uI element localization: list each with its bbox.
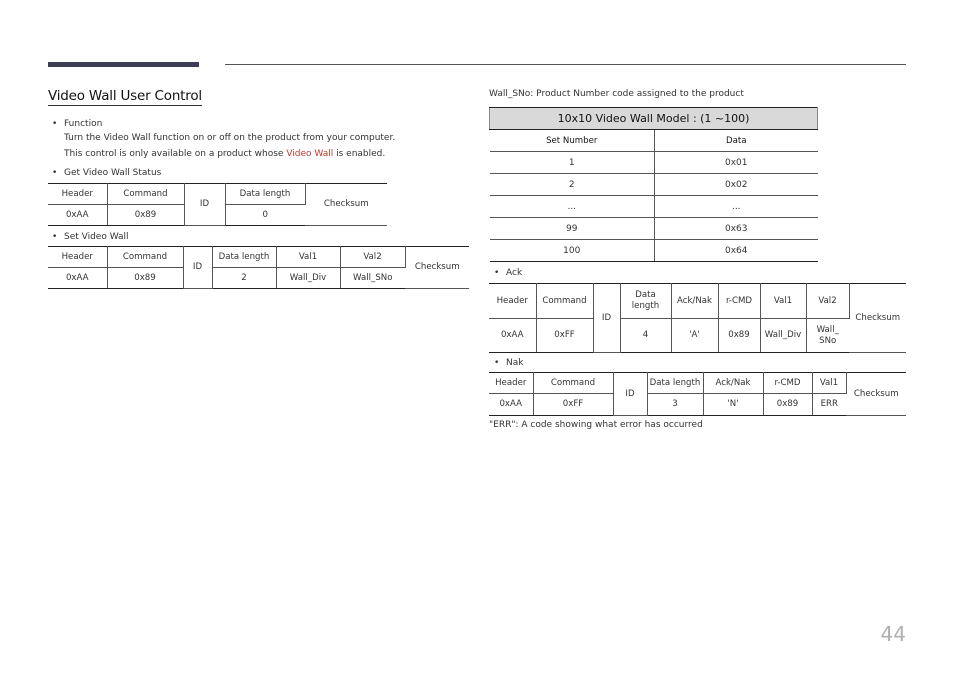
- header-cell: ID: [613, 373, 647, 416]
- value-cell: 'A': [671, 319, 718, 353]
- header-cell: Checksum: [849, 284, 906, 353]
- wall-sno-note: Wall_SNo: Product Number code assigned to the product: [489, 89, 744, 99]
- header-cell: ID: [593, 284, 620, 353]
- value-cell: 4: [620, 319, 671, 353]
- set-number-cell: 100: [490, 240, 655, 262]
- header-cell: Command: [107, 184, 184, 205]
- header-cell: Data length: [620, 284, 671, 319]
- value-cell: 0xAA: [489, 319, 536, 353]
- value-cell: Wall_SNo: [340, 268, 405, 289]
- function-note-post: is enabled.: [333, 149, 386, 159]
- header-cell: ID: [184, 184, 225, 226]
- header-cell: Ack/Nak: [703, 373, 763, 394]
- table-row: [490, 174, 818, 196]
- header-rule-thin: [225, 64, 906, 65]
- value-cell: 'N': [703, 394, 763, 416]
- ack-bullet: • Ack: [506, 268, 522, 278]
- value-cell: Wall_Div: [760, 319, 806, 353]
- header-cell: Val2: [340, 247, 405, 268]
- header-cell: Val1: [276, 247, 340, 268]
- header-cell: r-CMD: [718, 284, 760, 319]
- value-cell: 0xFF: [533, 394, 613, 416]
- function-note: [64, 149, 385, 159]
- data-cell: 0x01: [655, 152, 818, 174]
- set-wall-table: [48, 246, 469, 289]
- table-row: [489, 284, 906, 319]
- value-cell: Wall_ SNo: [806, 319, 849, 353]
- header-cell: Data length: [212, 247, 276, 268]
- set-number-cell: 2: [490, 174, 655, 196]
- header-cell: Data length: [647, 373, 703, 394]
- header-cell: Val1: [812, 373, 846, 394]
- value-cell: 0x89: [107, 268, 183, 289]
- header-cell: Checksum: [846, 373, 906, 416]
- header-cell: Header: [48, 184, 107, 205]
- get-status-table: [48, 183, 387, 226]
- model-table: [489, 107, 818, 262]
- data-cell: ...: [655, 196, 818, 218]
- header-cell: Val2: [806, 284, 849, 319]
- value-cell: 0x89: [107, 205, 184, 226]
- table-row: [489, 319, 906, 353]
- header-cell: Header: [48, 247, 107, 268]
- table-row: [490, 152, 818, 174]
- value-cell: 0x89: [763, 394, 812, 416]
- value-cell: 0xAA: [48, 268, 107, 289]
- header-cell: r-CMD: [763, 373, 812, 394]
- function-bullet: • Function: [64, 119, 102, 129]
- header-cell: Ack/Nak: [671, 284, 718, 319]
- function-note-pre: This control is only available on a product whose: [64, 149, 287, 159]
- nak-table: [489, 372, 906, 416]
- header-cell: Header: [489, 284, 536, 319]
- section-title: Video Wall User Control: [48, 88, 202, 104]
- header-cell: Checksum: [305, 184, 387, 226]
- set-number-cell: ...: [490, 196, 655, 218]
- header-rule-thick: [48, 62, 199, 67]
- get-status-bullet: • Get Video Wall Status: [64, 168, 161, 178]
- value-cell: Wall_Div: [276, 268, 340, 289]
- value-cell: 0xAA: [489, 394, 533, 416]
- data-cell: 0x64: [655, 240, 818, 262]
- col-header-data: Data: [655, 130, 818, 152]
- header-cell: Command: [536, 284, 593, 319]
- header-cell: Header: [489, 373, 533, 394]
- set-wall-bullet: • Set Video Wall: [64, 232, 129, 242]
- value-cell: 0: [225, 205, 305, 226]
- video-wall-link: Video Wall: [286, 149, 334, 159]
- data-cell: 0x63: [655, 218, 818, 240]
- table-row: [490, 218, 818, 240]
- header-cell: Command: [107, 247, 183, 268]
- table-row: [48, 184, 387, 205]
- table-row: [490, 196, 818, 218]
- value-cell: 2: [212, 268, 276, 289]
- header-cell: Val1: [760, 284, 806, 319]
- table-row: [490, 130, 818, 152]
- nak-bullet: • Nak: [506, 358, 523, 368]
- set-number-cell: 99: [490, 218, 655, 240]
- model-table-caption: 10x10 Video Wall Model : (1 ~100): [490, 108, 818, 130]
- table-row: [489, 373, 906, 394]
- table-row: [48, 247, 469, 268]
- value-cell: ERR: [812, 394, 846, 416]
- header-cell: Checksum: [405, 247, 469, 289]
- col-header-set-number: Set Number: [490, 130, 655, 152]
- header-cell: Command: [533, 373, 613, 394]
- function-description: Turn the Video Wall function on or off on the product from your computer.: [64, 133, 396, 143]
- value-cell: 3: [647, 394, 703, 416]
- table-row: [490, 108, 818, 130]
- value-cell: 0xAA: [48, 205, 107, 226]
- page-number: 44: [880, 622, 906, 646]
- table-row: [489, 394, 906, 416]
- table-row: [490, 240, 818, 262]
- data-cell: 0x02: [655, 174, 818, 196]
- value-cell: 0x89: [718, 319, 760, 353]
- header-cell: ID: [183, 247, 212, 289]
- err-note: "ERR": A code showing what error has occurred: [489, 420, 703, 430]
- ack-table: [489, 283, 906, 353]
- set-number-cell: 1: [490, 152, 655, 174]
- value-cell: 0xFF: [536, 319, 593, 353]
- header-cell: Data length: [225, 184, 305, 205]
